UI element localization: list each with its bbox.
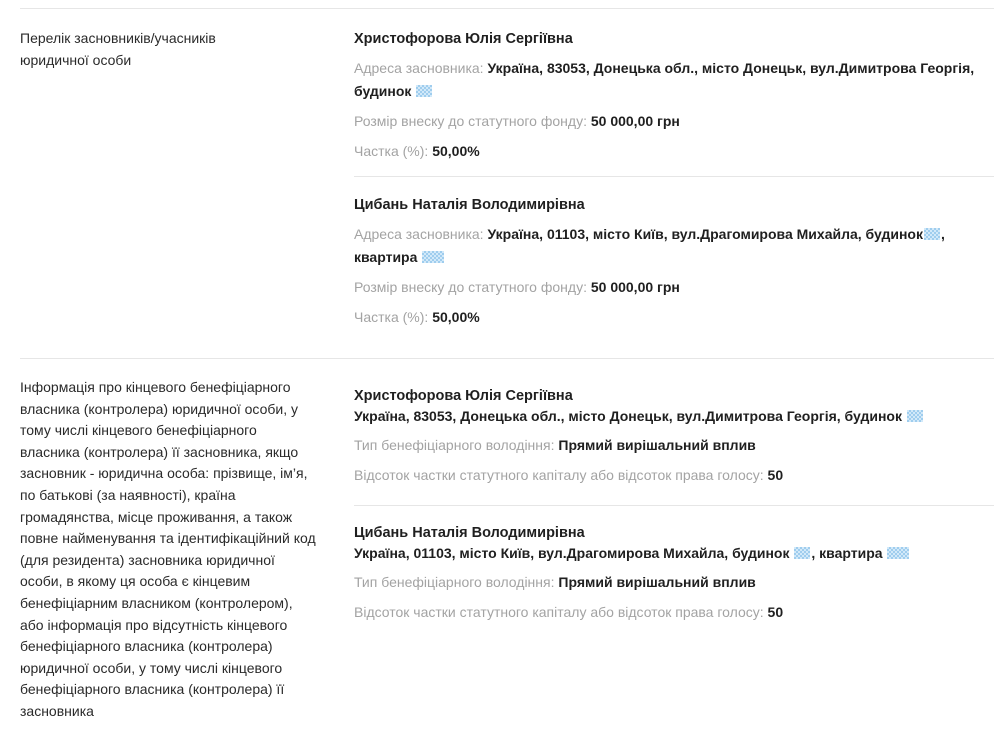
share-label: Частка (%): <box>354 143 429 159</box>
beneficiaries-section-label: Інформація про кінцевого бенефіціарного власника (контролера) юридичної особи, у тому числі кінцевого бенефіціарного власника (контролера) її засновника, якщо засновник - юридична особа: прізвище, ім’я, по батькові (за наявності), країна громадянства, місце проживання, а також повне найменування та ідентифікаційний код (для резидента) засновника юридичної особи, в якому ця особа є кінцевим бенефіціарним власником (контролером), або інформація про відсутність кінцевого бенефіціарного власника (контролера) юридичної особи, у тому числі кінцевого бенефіціарного власника (контролера) її засновника <box>20 379 316 719</box>
founder-name: Цибань Наталія Володимирівна <box>354 197 585 213</box>
founder-address-value: Україна, 01103, місто Київ, вул.Драгомирова Михайла, будинок <box>487 226 923 242</box>
beneficiary-entry <box>354 386 994 487</box>
beneficiary-entry <box>354 523 994 624</box>
beneficiary-address-value: Україна, 01103, місто Київ, вул.Драгомирова Михайла, будинок <box>354 545 790 561</box>
founder-name: Христофорова Юлія Сергіївна <box>354 31 573 47</box>
contribution-label: Розмір внеску до статутного фонду: <box>354 113 587 129</box>
redacted-mask <box>907 410 923 422</box>
share-value: 50,00% <box>432 309 480 325</box>
founder-share <box>354 140 994 163</box>
percent-value: 50 <box>767 604 784 620</box>
founder-entry <box>354 29 994 163</box>
beneficiary-name: Цибань Наталія Володимирівна <box>354 525 585 541</box>
beneficiary-percent <box>354 601 994 624</box>
type-label: Тип бенефіціарного володіння: <box>354 574 555 590</box>
top-divider <box>20 8 994 9</box>
percent-label: Відсоток частки статутного капіталу або відсоток права голосу: <box>354 604 764 620</box>
percent-value: 50 <box>767 467 784 483</box>
beneficiary-address <box>354 406 994 426</box>
redacted-mask <box>924 228 940 240</box>
beneficiary-type <box>354 434 994 457</box>
redacted-mask <box>887 547 909 559</box>
redacted-mask <box>422 251 444 263</box>
contribution-value: 50 000,00 грн <box>590 113 680 129</box>
founder-share <box>354 306 994 329</box>
contribution-label: Розмір внеску до статутного фонду: <box>354 279 587 295</box>
type-value: Прямий вирішальний вплив <box>558 574 756 590</box>
beneficiary-address <box>354 543 994 563</box>
founder-address-label: Адреса засновника: <box>354 226 484 242</box>
founder-address-value: Україна, 83053, Донецька обл., місто Донецьк, вул.Димитрова Георгія, <box>487 60 975 76</box>
share-label: Частка (%): <box>354 309 429 325</box>
founder-address <box>354 223 994 269</box>
section-divider <box>20 358 994 359</box>
share-value: 50,00% <box>432 143 480 159</box>
founder-address-tail: будинок <box>354 83 412 99</box>
contribution-value: 50 000,00 грн <box>590 279 680 295</box>
founder-address-label: Адреса засновника: <box>354 60 484 76</box>
address-separator: , квартира <box>811 545 883 561</box>
percent-label: Відсоток частки статутного капіталу або відсоток права голосу: <box>354 467 764 483</box>
founder-entry <box>354 195 994 329</box>
type-value: Прямий вирішальний вплив <box>558 437 756 453</box>
beneficiary-type <box>354 571 994 594</box>
founder-address-tail: квартира <box>354 249 418 265</box>
address-separator: , <box>940 226 945 242</box>
beneficiary-name: Христофорова Юлія Сергіївна <box>354 388 573 404</box>
beneficiary-address-value: Україна, 83053, Донецька обл., місто Донецьк, вул.Димитрова Георгія, будинок <box>354 408 902 424</box>
redacted-mask <box>794 547 810 559</box>
founder-contribution <box>354 110 994 133</box>
founder-contribution <box>354 276 994 299</box>
beneficiary-divider <box>354 505 994 506</box>
founder-address <box>354 57 994 103</box>
type-label: Тип бенефіціарного володіння: <box>354 437 555 453</box>
founder-divider <box>354 176 994 177</box>
redacted-mask <box>416 85 432 97</box>
founders-section-label: Перелік засновників/учасників юридичної особи <box>20 30 216 68</box>
beneficiary-percent <box>354 464 994 487</box>
